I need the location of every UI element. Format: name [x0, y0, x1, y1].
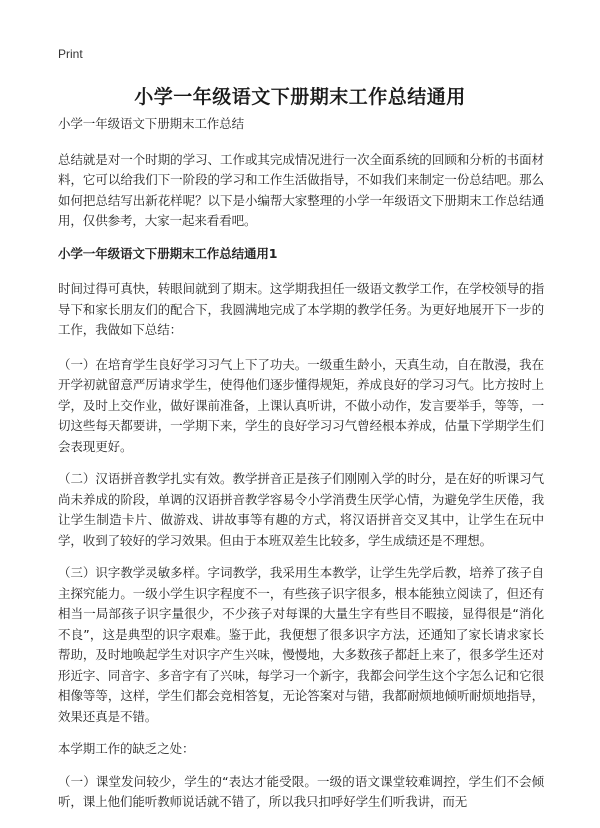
body-paragraph: 时间过得可真快，转眼间就到了期末。这学期我担任一级语文教学工作，在学校领导的指导下和家长朋友们的配合下，我圆满地完成了本学期的教学任务。为更好地展开下一步的工作，我做如下总结：: [58, 281, 544, 337]
document-body: [58, 114, 544, 825]
body-paragraph: （一）在培育学生良好学习习气上下了功夫。一级重生龄小，天真生动，自在散漫，我在开学初就留意严厉请求学生，使得他们逐步懂得规矩，养成良好的学习习气。比方按时上学，及时上交作业，做好课前准备，上课认真听讲，不做小动作，发言要举手，等等，一切这些每天都要讲，一学期下来，学生的良好学习习气曾经根本养成，估量下学期学生们会表现更好。: [58, 356, 544, 454]
page-title: 小学一年级语文下册期末工作总结通用: [134, 86, 466, 108]
section-heading: 小学一年级语文下册期末工作总结通用1: [58, 245, 278, 261]
print-label[interactable]: Print: [58, 47, 83, 61]
intro-paragraph: 总结就是对一个时期的学习、工作或其完成情况进行一次全面系统的回顾和分析的书面材料，它可以给我们下一阶段的学习和工作生活做指导，不如我们来制定一份总结吧。那么如何把总结写出新花样呢？以下是小编帮大家整理的小学一年级语文下册期末工作总结通用，仅供参考，大家一起来看看吧。: [58, 151, 544, 228]
body-paragraph: 本学期工作的缺乏之处：: [58, 741, 195, 756]
document-subtitle: 小学一年级语文下册期末工作总结: [58, 116, 245, 131]
body-paragraph: （二）汉语拼音教学扎实有效。教学拼音正是孩子们刚刚入学的时分，是在好的听课习气尚未养成的阶段，单调的汉语拼音教学容易令小学消费生厌学心情，为避免学生厌倦，我让学生制造卡片、做游戏、讲故事等有趣的方式，将汉语拼音交叉其中，让学生在玩中学，收到了较好的学习效果。但由于本班双差生比较多，学生成绩还是不理想。: [58, 471, 544, 548]
body-paragraph: （一）课堂发问较少，学生的“表达才能受限。一级的语文课堂较难调控，学生们不会倾听，课上他们能听教师说话就不错了，所以我只扣呼好学生们听我讲，而无: [58, 773, 544, 809]
body-paragraph: （三）识字教学灵敏多样。字词教学，我采用生本教学，让学生先学后教，培养了孩子自主探究能力。一级小学生识字程度不一，有些孩子识字很多，根本能独立阅读了，但还有相当一局部孩子识字量很少，不少孩子对每课的大量生字有些目不暇接，显得很是“消化不良”，这是典型的识字艰难。鉴于此，我便想了很多识字方法，还通知了家长请求家长帮助，及时地唤起学生对识字产生兴味，慢慢地，大多数孩子都赶上来了，很多学生还对形近字、同音字、多音字有了兴味，每学习一个新字，我都会问学生这个字怎么记和它很相像等等，这样，学生们都会竞相答复，无论答案对与错，我都耐烦地倾听耐烦地指导，效果还真是不错。: [58, 565, 544, 724]
